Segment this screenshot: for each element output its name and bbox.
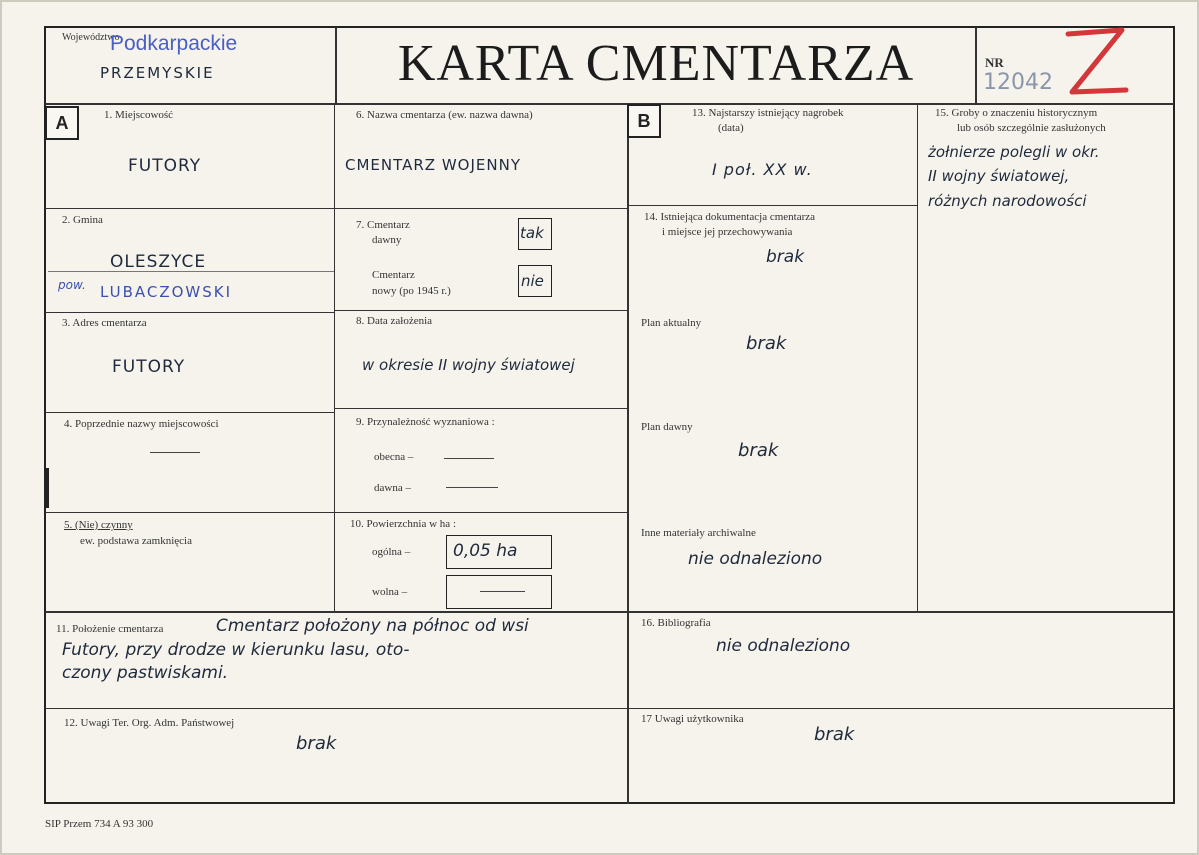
field-9-obecna: obecna – bbox=[374, 451, 414, 463]
field-15-label: 15. Groby o znaczeniu historycznym bbox=[935, 107, 1098, 119]
field-13-label2: (data) bbox=[718, 122, 744, 134]
field-15-label2: lub osób szczególnie zasłużonych bbox=[957, 122, 1106, 134]
field-10-label: 10. Powierzchnia w ha : bbox=[350, 518, 456, 530]
field-10-wolna: wolna – bbox=[372, 586, 408, 598]
field-7b-label: Cmentarz bbox=[372, 269, 415, 281]
field-11-line3: czony pastwiskami. bbox=[62, 663, 229, 683]
plan-aktualny-label: Plan aktualny bbox=[641, 317, 702, 329]
field-4-label: 4. Poprzednie nazwy miejscowości bbox=[64, 418, 219, 430]
edge-mark bbox=[46, 468, 49, 508]
row-line bbox=[45, 208, 334, 209]
wojewodztwo-label: Województwo bbox=[62, 32, 120, 43]
col-line-1 bbox=[334, 104, 335, 612]
row-line bbox=[45, 611, 1174, 613]
field-9-dawna: dawna – bbox=[374, 482, 411, 494]
row-line bbox=[334, 208, 627, 209]
field-16-label: 16. Bibliografia bbox=[641, 617, 711, 629]
field-6-value: CMENTARZ WOJENNY bbox=[345, 156, 521, 174]
field-5-label2: ew. podstawa zamknięcia bbox=[80, 535, 192, 547]
field-15-line2: II wojny światowej, bbox=[928, 167, 1070, 185]
dawna-dash bbox=[446, 487, 498, 488]
field-11-line2: Futory, przy drodze w kierunku lasu, oto- bbox=[62, 640, 410, 660]
field-8-label: 8. Data założenia bbox=[356, 315, 433, 327]
row-line bbox=[45, 708, 1174, 709]
field-15-line1: żołnierze polegli w okr. bbox=[928, 143, 1100, 161]
field-8-value: w okresie II wojny światowej bbox=[362, 356, 575, 374]
inne-label: Inne materiały archiwalne bbox=[641, 527, 756, 539]
field-14-value: brak bbox=[766, 247, 805, 267]
powiat-value: LUBACZOWSKI bbox=[100, 283, 233, 301]
field-10-ogolna: ogólna – bbox=[372, 546, 411, 558]
field-13-label: 13. Najstarszy istniejący nagrobek bbox=[692, 107, 844, 119]
plan-dawny-value: brak bbox=[738, 440, 779, 461]
field-14-label2: i miejsce jej przechowywania bbox=[662, 226, 793, 238]
plan-aktualny-value: brak bbox=[746, 333, 787, 354]
inne-value: nie odnaleziono bbox=[688, 549, 823, 569]
field-6-label: 6. Nazwa cmentarza (ew. nazwa dawna) bbox=[356, 109, 533, 121]
wojewodztwo-value: PRZEMYSKIE bbox=[100, 64, 215, 82]
field-1-label: 1. Miejscowość bbox=[104, 109, 174, 121]
field-12-value: brak bbox=[296, 733, 337, 754]
plan-dawny-label: Plan dawny bbox=[641, 421, 693, 433]
dawny-value: tak bbox=[520, 224, 544, 242]
field-5-label: 5. (Nie) czynny bbox=[64, 519, 133, 531]
wolna-box bbox=[446, 575, 552, 609]
obecna-dash bbox=[444, 458, 494, 459]
row-line bbox=[627, 205, 917, 206]
field-16-value: nie odnaleziono bbox=[716, 636, 851, 656]
header-bottom-line bbox=[45, 103, 1174, 105]
field-14-label: 14. Istniejąca dokumentacja cmentarza bbox=[644, 211, 816, 223]
col-line-3 bbox=[917, 104, 918, 612]
field-11-label: 11. Położenie cmentarza bbox=[56, 623, 164, 635]
red-letter-z bbox=[1062, 26, 1132, 100]
ogolna-value: 0,05 ha bbox=[453, 541, 518, 561]
field-2-label: 2. Gmina bbox=[62, 214, 103, 226]
field-9-label: 9. Przynależność wyznaniowa : bbox=[356, 416, 495, 428]
field-7-label2: dawny bbox=[372, 234, 402, 246]
wolna-dash bbox=[480, 591, 525, 592]
field-13-value: I poł. XX w. bbox=[712, 160, 813, 179]
field-7b-label2: nowy (po 1945 r.) bbox=[372, 285, 451, 297]
row-line bbox=[334, 512, 627, 513]
field-17-value: brak bbox=[814, 724, 855, 745]
print-code: SIP Przem 734 A 93 300 bbox=[45, 818, 154, 830]
field-12-label: 12. Uwagi Ter. Org. Adm. Państwowej bbox=[64, 717, 235, 729]
row-line bbox=[334, 310, 627, 311]
field-4-dash bbox=[150, 452, 200, 453]
field-15-line3: różnych narodowości bbox=[928, 192, 1087, 210]
col-line-2 bbox=[627, 104, 629, 804]
field-1-value: FUTORY bbox=[128, 156, 202, 176]
row-line bbox=[334, 408, 627, 409]
field-3-label: 3. Adres cmentarza bbox=[62, 317, 147, 329]
field-2-value: OLESZYCE bbox=[110, 252, 207, 272]
gmina-underline bbox=[48, 271, 334, 272]
field-7-label: 7. Cmentarz bbox=[356, 219, 410, 231]
field-3-value: FUTORY bbox=[112, 357, 186, 377]
section-a-box: A bbox=[45, 106, 79, 140]
section-b-box: B bbox=[627, 104, 661, 138]
nr-value: 12042 bbox=[983, 70, 1053, 95]
field-11-line1: Cmentarz położony na północ od wsi bbox=[216, 616, 529, 636]
powiat-prefix: pow. bbox=[58, 278, 86, 292]
row-line bbox=[45, 412, 334, 413]
field-17-label: 17 Uwagi użytkownika bbox=[641, 713, 744, 725]
row-line bbox=[45, 512, 334, 513]
nr-label: NR bbox=[985, 55, 1004, 70]
region-stamp: Podkarpackie bbox=[110, 32, 238, 55]
card-title: KARTA CMENTARZA bbox=[397, 35, 915, 92]
nowy-value: nie bbox=[521, 272, 544, 290]
row-line bbox=[45, 312, 334, 313]
